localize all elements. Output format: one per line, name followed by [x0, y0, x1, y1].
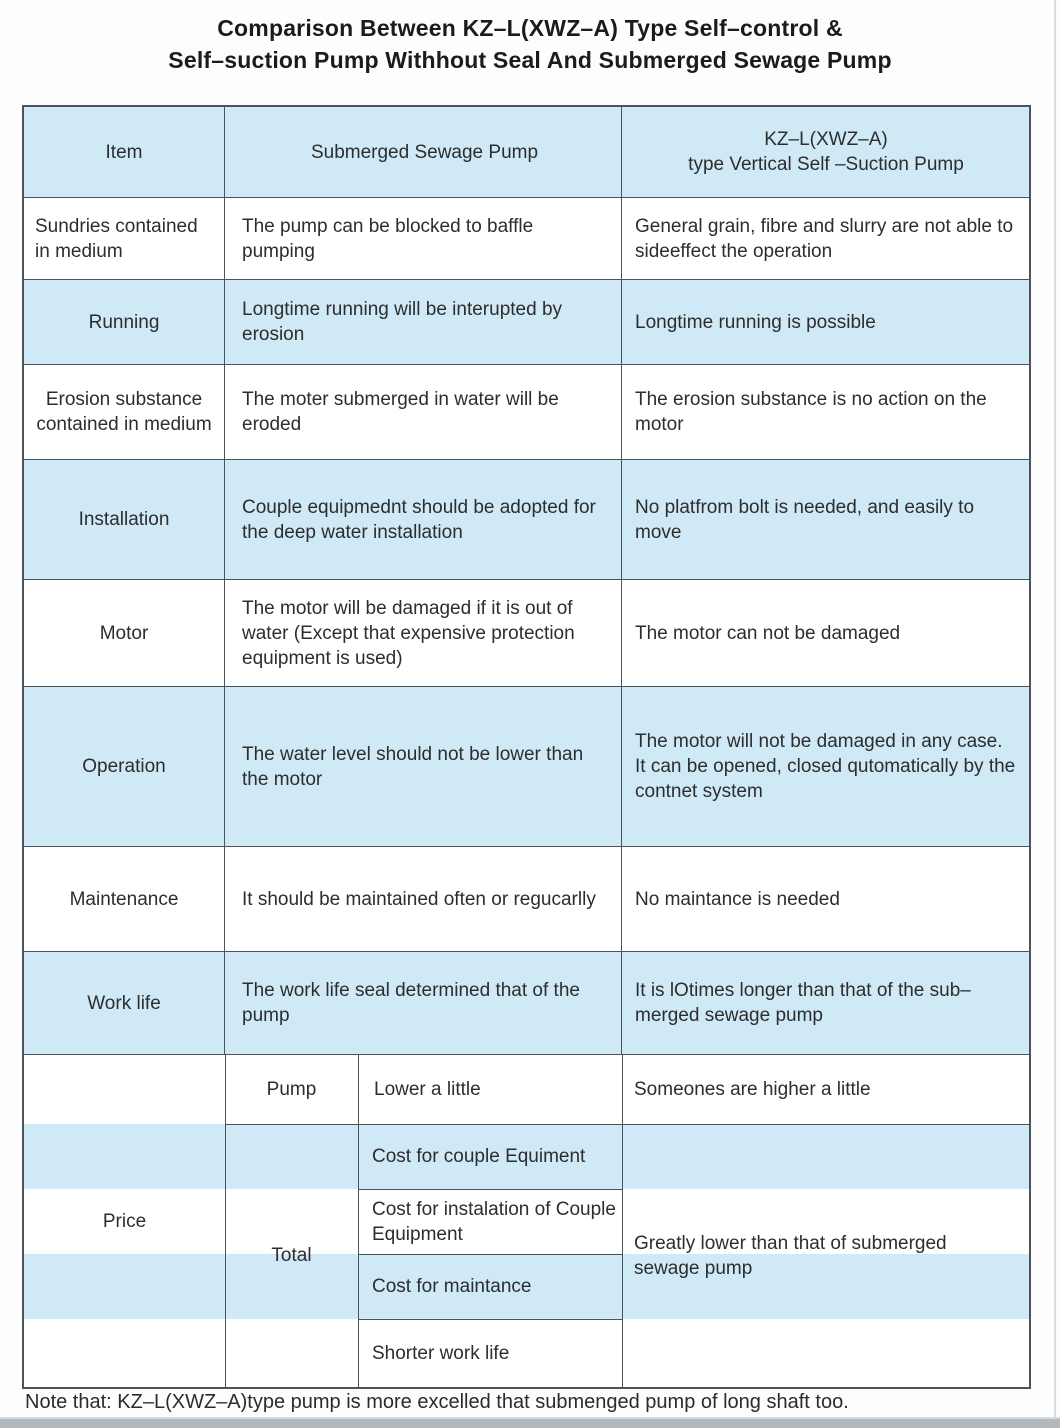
kzl-pump-cell: No maintance is needed: [635, 888, 840, 910]
price-pump-kzl-cell: Someones are higher a little: [634, 1079, 871, 1100]
price-section: [24, 1055, 1029, 1387]
kzl-pump-cell: The motor will not be damaged in any case. It can be opened, closed qutomatically by the contnet system: [635, 731, 1016, 802]
kzl-pump-cell: It is lOtimes longer than that of the sub–merged sewage pump: [635, 980, 971, 1026]
kzl-pump-cell: The motor can not be damaged: [635, 622, 901, 644]
kzl-pump-cell: General grain, fibre and slurry are not able to sideeffect the operation: [635, 215, 1014, 262]
table-row: [24, 847, 1029, 952]
bottom-bar: [0, 1417, 1060, 1428]
price-total-label-cell: Total: [271, 1245, 312, 1266]
table-row: [24, 198, 1029, 280]
price-cost-cell: Shorter work life: [372, 1342, 510, 1364]
kzl-pump-cell: Longtime running is possible: [635, 311, 876, 333]
item-cell: Erosion substance contained in medium: [24, 365, 225, 459]
price-pump-label-cell: Pump: [266, 1079, 317, 1100]
header-item-cell: Item: [24, 107, 225, 197]
item-cell: Running: [24, 280, 225, 364]
page-title-line1: Comparison Between KZ–L(XWZ–A) Type Self–control &: [217, 15, 843, 41]
price-item-cell: Price: [102, 1210, 147, 1232]
price-pump-submerged-cell: Lower a little: [374, 1079, 481, 1100]
header-submerged-cell: Submerged Sewage Pump: [225, 107, 622, 197]
submerged-pump-cell: The water level should not be lower than the motor: [225, 687, 622, 846]
footnote: Note that: KZ–L(XWZ–A)type pump is more excelled that submenged pump of long shaft too.: [25, 1391, 849, 1413]
table-row: [24, 365, 1029, 460]
kzl-pump-cell: No platfrom bolt is needed, and easily to move: [635, 496, 975, 543]
item-cell: Installation: [24, 460, 225, 579]
price-cost-cell: Cost for couple Equiment: [372, 1146, 586, 1167]
header-kzl-line1: KZ–L(XWZ–A): [764, 129, 888, 150]
price-total-kzl-cell: Greatly lower than that of submerged sewage pump: [634, 1232, 947, 1279]
page-title-line2: Self–suction Pump Withhout Seal And Submerged Sewage Pump: [168, 47, 892, 73]
kzl-pump-cell: The erosion substance is no action on the motor: [635, 389, 987, 435]
page-title: [0, 12, 1060, 76]
table-row: [24, 687, 1029, 847]
item-cell: Operation: [24, 687, 225, 846]
submerged-pump-cell: Couple equipmednt should be adopted for the deep water installation: [225, 460, 622, 579]
submerged-pump-cell: The work life seal determined that of the pump: [225, 952, 622, 1054]
table-row: [24, 460, 1029, 580]
header-kzl-line2: type Vertical Self –Suction Pump: [688, 154, 964, 175]
submerged-pump-cell: The motor will be damaged if it is out of water (Except that expensive protection equipment is used): [225, 580, 622, 686]
submerged-pump-cell: Longtime running will be interupted by erosion: [225, 280, 622, 364]
table-row: [24, 280, 1029, 365]
submerged-pump-cell: It should be maintained often or regucarlly: [225, 847, 622, 951]
submerged-pump-cell: The pump can be blocked to baffle pumping: [225, 198, 622, 279]
comparison-table: [22, 105, 1031, 1389]
item-cell: Maintenance: [24, 847, 225, 951]
submerged-pump-cell: The moter submerged in water will be eroded: [225, 365, 622, 459]
table-header-row: [24, 107, 1029, 198]
table-row: [24, 580, 1029, 687]
price-cost-cell: Cost for maintance: [372, 1276, 532, 1297]
page-right-edge: [1054, 0, 1056, 1428]
price-cost-cell: Cost for instalation of Couple Equipment: [372, 1198, 616, 1245]
item-cell: Work life: [24, 952, 225, 1054]
header-kzl-cell: [622, 107, 1029, 197]
item-cell: Motor: [24, 580, 225, 686]
table-row: [24, 952, 1029, 1055]
item-cell: Sundries contained in medium: [24, 198, 225, 279]
